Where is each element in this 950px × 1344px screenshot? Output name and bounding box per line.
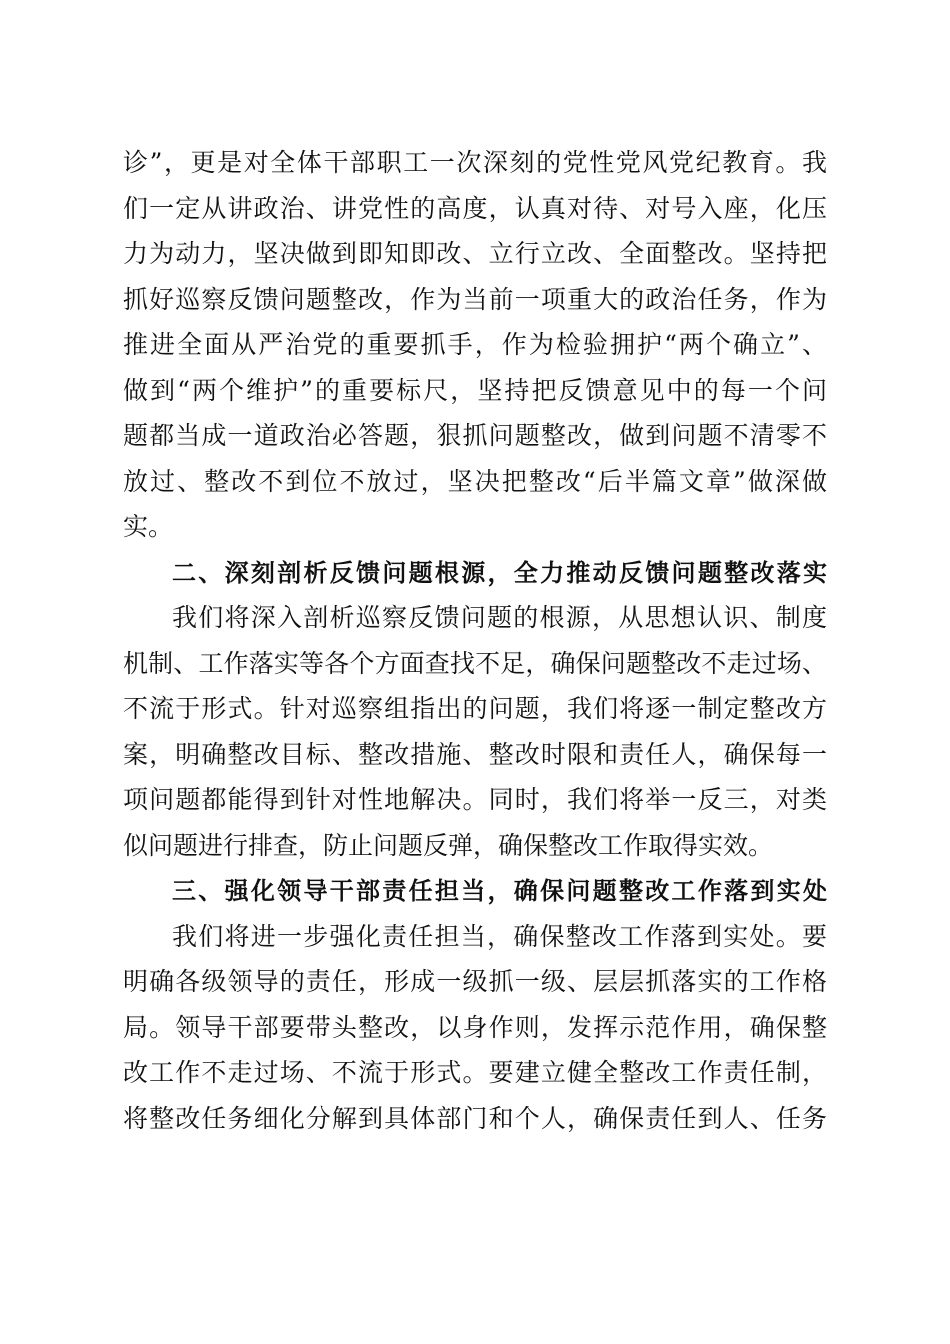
section-heading-3: 三、强化领导干部责任担当，确保问题整改工作落到实处 bbox=[172, 877, 827, 905]
paragraph-1-line-7: 题都当成一道政治必答题，狠抓问题整改，做到问题不清零不 bbox=[123, 421, 827, 450]
paragraph-3-line-2: 明确各级领导的责任，形成一级抓一级、层层抓落实的工作格 bbox=[123, 967, 827, 996]
paragraph-1-line-3: 力为动力，坚决做到即知即改、立行立改、全面整改。坚持把 bbox=[123, 239, 827, 268]
paragraph-1-line-8: 放过、整改不到位不放过，坚决把整改“后半篇文章”做深做 bbox=[123, 467, 827, 496]
paragraph-1-line-4: 抓好巡察反馈问题整改，作为当前一项重大的政治任务，作为 bbox=[123, 285, 827, 314]
paragraph-2-line-1: 我们将深入剖析巡察反馈问题的根源，从思想认识、制度 bbox=[172, 603, 827, 632]
paragraph-3-line-4: 改工作不走过场、不流于形式。要建立健全整改工作责任制， bbox=[123, 1058, 827, 1087]
paragraph-1-line-2: 们一定从讲政治、讲党性的高度，认真对待、对号入座，化压 bbox=[123, 194, 827, 223]
paragraph-1-line-6: 做到“两个维护”的重要标尺，坚持把反馈意见中的每一个问 bbox=[123, 376, 827, 405]
paragraph-2-line-2: 机制、工作落实等各个方面查找不足，确保问题整改不走过场、 bbox=[123, 649, 827, 678]
paragraph-2-line-3: 不流于形式。针对巡察组指出的问题，我们将逐一制定整改方 bbox=[123, 694, 827, 723]
paragraph-3-line-3: 局。领导干部要带头整改，以身作则，发挥示范作用，确保整 bbox=[123, 1013, 827, 1042]
paragraph-1-line-5: 推进全面从严治党的重要抓手，作为检验拥护“两个确立”、 bbox=[123, 330, 827, 359]
paragraph-2-line-4: 案，明确整改目标、整改措施、整改时限和责任人，确保每一 bbox=[123, 740, 827, 769]
paragraph-1-line-9: 实。 bbox=[123, 512, 174, 541]
paragraph-3-line-1: 我们将进一步强化责任担当，确保整改工作落到实处。要 bbox=[172, 922, 827, 951]
paragraph-2-line-6: 似问题进行排查，防止问题反弹，确保整改工作取得实效。 bbox=[123, 831, 774, 860]
paragraph-3-line-5: 将整改任务细化分解到具体部门和个人，确保责任到人、任务 bbox=[123, 1104, 827, 1133]
section-heading-2: 二、深刻剖析反馈问题根源，全力推动反馈问题整改落实 bbox=[172, 559, 827, 587]
paragraph-2-line-5: 项问题都能得到针对性地解决。同时，我们将举一反三，对类 bbox=[123, 785, 827, 814]
paragraph-1-line-1: 诊”，更是对全体干部职工一次深刻的党性党风党纪教育。我 bbox=[123, 148, 827, 177]
